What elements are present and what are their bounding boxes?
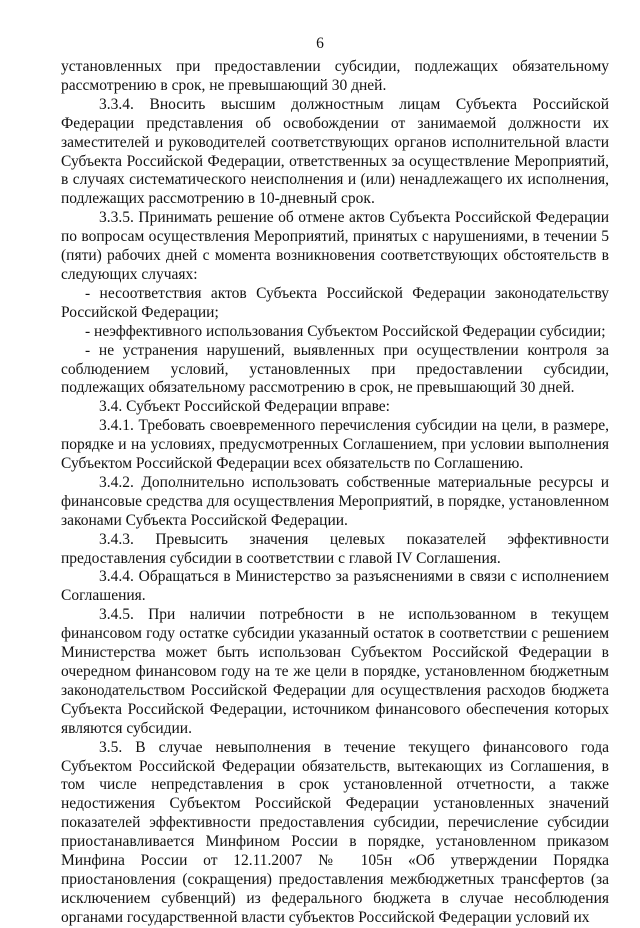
list-item-noncompliance: - несоответствия актов Субъекта Российской Федерации законодательству Российской Федерации; — [61, 284, 609, 321]
paragraph-3-4-3: 3.4.3. Превысить значения целевых показателей эффективности предоставления субсидии в соответствии с главой IV Соглашения. — [61, 530, 609, 567]
paragraph-3-4-1: 3.4.1. Требовать своевременного перечисления субсидии на цели, в размере, порядке и на условиях, предусмотренных Соглашением, при условии выполнения Субъектом Российской Федерации всех обязательств по Соглашению. — [61, 417, 609, 473]
paragraph-3-3-4: 3.3.4. Вносить высшим должностным лицам Субъекта Российской Федерации представления об освобождении от занимаемой должности их заместителей и руководителей соответствующих органов исполнительной власти Субъекта Российской Федерации, ответственных за осуществление Мероприятий, в случаях систематического неисполнения и (или) ненадлежащего их исполнения, подлежащих рассмотрению в 10-дневный срок. — [61, 95, 609, 208]
paragraph-3-4-5: 3.4.5. При наличии потребности в не использованном в текущем финансовом году остатке субсидии указанный остаток в соответствии с решением Министерства может быть использован Субъектом Российской Федерации в очередном финансовом году на те же цели в порядке, установленном бюджетным законодательством Российской Федерации для осуществления расходов бюджета Субъекта Российской Федерации, источником финансового обеспечения которых являются субсидии. — [61, 606, 609, 737]
paragraph-3-4-2: 3.4.2. Дополнительно использовать собственные материальные ресурсы и финансовые средства для осуществления Мероприятий, в порядке, установленном законами Субъекта Российской Федерации. — [61, 473, 609, 529]
document-body — [61, 58, 609, 928]
page-number: 6 — [316, 35, 324, 52]
list-item-violations: - не устранения нарушений, выявленных при осуществлении контроля за соблюдением условий, установленных при предоставлении субсидии, подлежащих обязательному рассмотрению в срок, не превышающий 30 дней. — [61, 341, 609, 397]
paragraph-continuation: установленных при предоставлении субсидии, подлежащих обязательному рассмотрению в срок, не превышающий 30 дней. — [61, 58, 609, 94]
paragraph-3-3-5: 3.3.5. Принимать решение об отмене актов Субъекта Российской Федерации по вопросам осуществления Мероприятий, принятых с нарушениями, в течении 5 (пяти) рабочих дней с момента возникновения соответствующих обстоятельств в следующих случаях: — [61, 209, 609, 283]
paragraph-3-4-4: 3.4.4. Обращаться в Министерство за разъяснениями в связи с исполнением Соглашения. — [61, 568, 609, 605]
paragraph-3-5: 3.5. В случае невыполнения в течение текущего финансового года Субъектом Российской Федерации обязательств, вытекающих из Соглашения, в том числе непредставления в срок установленной отчетности, а также недостижения Субъектом Российской Федерации установленных значений показателей эффективности предоставления субсидии, перечисление субсидии приостанавливается Минфином России в порядке, установленном приказом Минфина России от 12.11.2007 № 105н «Об утверждении Порядка приостановления (сокращения) предоставления межбюджетных трансфертов (за исключением субвенций) из федерального бюджета в случае несоблюдения органами государственной власти субъектов Российской Федерации условий их — [61, 738, 609, 926]
paragraph-3-4: 3.4. Субъект Российской Федерации вправе: — [99, 398, 390, 416]
list-item-inefficient-use: - неэффективного использования Субъектом Российской Федерации субсидии; — [85, 322, 606, 340]
